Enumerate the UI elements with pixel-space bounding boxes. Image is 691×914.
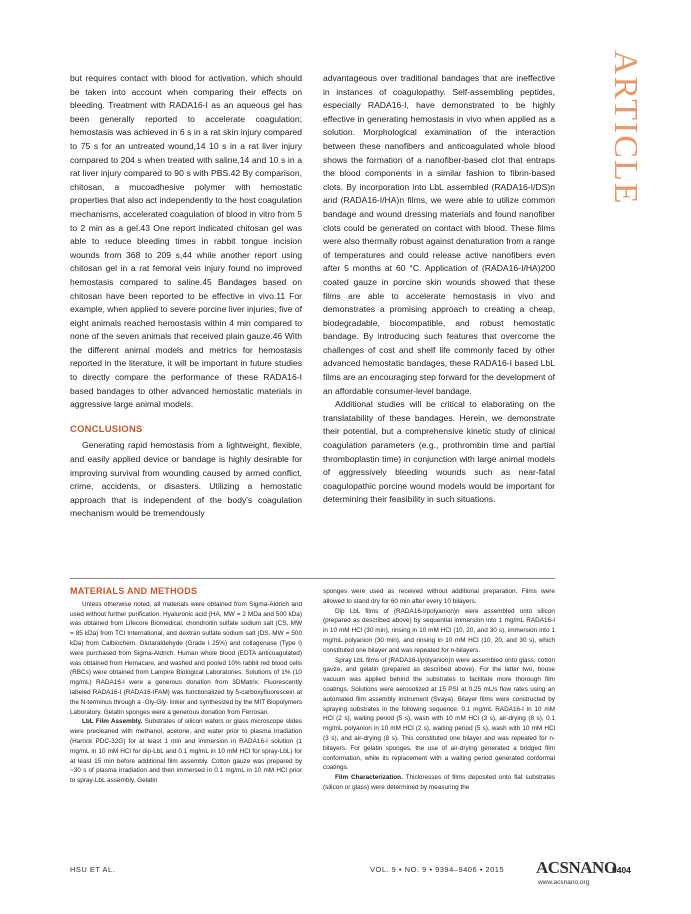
body-column-right: [323, 72, 555, 507]
paragraph: but requires contact with blood for activation, which should be taken into account when comparing their effects on bleeding. Treatment with RADA16-I as an aqueous gel has been generally reported to accelerate coagulation; hemostasis was achieved in 6 s in a rat skin injury compared to 75 s for an untreated wound,14 10 s in a rat liver injury compared to 204 s when treated with saline,14 and 10 s in a rat liver injury compared to 90 s with PBS.42 By comparison, chitosan, a mucoadhesive polymer with hemostatic properties that also act independently to the host coagulation mechanisms, accelerated coagulation of blood in vitro from 5 to 2 min as a gel.43 One report indicated chitosan gel was able to reduce bleeding times in rabbit tongue incision wounds from 368 to 209 s,44 while another report using chitosan gel in a rat femoral vein injury found no improved hemostasis compared to saline.45 Bandages based on chitosan have been reported to be effective in vivo.11 For example, when applied to severe porcine liver injuries, five of eight animals reached hemostasis within 4 min compared to none of the seven animals that received plain gauze.46 With the different animal models and metrics for hemostasis reported in the literature, it will be important in future studies to directly compare the performance of these RADA16-I based bandages to other advanced hemostatic materials in aggressive large animal models.: [70, 73, 302, 410]
article-label-text: ARTICLE: [607, 50, 644, 206]
page-number: 9404: [612, 865, 631, 875]
paragraph: sponges were used as received without additional preparation. Films were allowed to stand dry for 60 min after every 10 bilayers.: [323, 588, 555, 605]
paragraph: Dip LbL films of (RADA16-I/polyanion)n were assembled onto silicon (prepared as described above) by sequential immersion into 1 mg/mL RADA16-I in 10 mM HCl (30 min), rinsing in 10 mM HCl (10, 20, and 30 s), immersion into 1 mg/mL polyanion (30 min), and rinsing in 10 mM HCl (10, 20, and 30 s), which constituted one bilayer and was repeated for n-bilayers.: [323, 607, 555, 654]
paragraph: Additional studies will be critical to elaborating on the translatability of these bandages. Herein, we demonstrate their potential, but a comprehensive kinetic study of clinical coagulation parameters (e.g., prothrombin time and partial thromboplastin time) in conjunction with large animal models of aggressively bleeding wounds such as near-fatal coagulopathic porcine wound models would be important for determining their feasibility in such situations.: [323, 399, 555, 505]
paragraph: Spray LbL films of (RADA16-I/polyanion)n were assembled onto glass, cotton gauze, and gelatin (prepared as described above). For the latter two, house vacuum was applied behind the substrates to facilitate more thorough film coatings. Solutions were aerosolized at 15 PSI at 0.25 mL/s flow rates using an automated film assembly instrument (Svaya). Bilayer films were constructed by spraying substrates in the following sequence: 0.1 mg/mL RADA16-I in 10 mM HCl (2 s), waiting period (5 s), wash with 10 mM HCl (3 s), air-drying (8 s), 0.1 mg/mL polyanion in 10 mM HCl (2 s), waiting period (5 s), wash with 10 mM HCl (3 s), and air-drying (8 s). This constituted one bilayer and was repeated for n-bilayers. For gelatin sponges, the use of air-drying generated a bridged film conformation, while its replacement with a waiting period generated conformal coatings.: [323, 656, 555, 772]
subsection-text: Substrates of silicon wafers or glass microscope slides were precleaned with methanol, acetone, and water prior to plasma irradiation (Harrick PDC-32G) for at least 1 min and immersion in RADA16-I solution (1 mg/mL in 10 mM HCl for dip-LbL and 0.1 mg/mL in 10 mM HCl for spray-LbL) for at least 15 min before additional film assembly. Cotton gauze was prepared by ~30 s of plasma irradiation and then immersed in 0.1 mg/mL in 10 mM HCl prior to spray-LbL assembly. Gelatin: [70, 718, 302, 785]
conclusions-heading: CONCLUSIONS: [70, 422, 143, 434]
journal-website-link[interactable]: www.acsnano.org: [538, 879, 590, 886]
footer-author: HSU ET AL.: [70, 865, 116, 874]
methods-heading: MATERIALS AND METHODS: [70, 586, 198, 596]
body-column-left: [70, 72, 302, 521]
paragraph: Unless otherwise noted, all materials were obtained from Sigma-Aldrich and used without further purification. Hyaluronic acid (HA, MW = 2 MDa and 500 kDa) was obtained from Lifecore Biomedical, chondroitin sulfate sodium salt (CS, MW = 85 kDa) from TCI International, and dextran sulfate sodium salt (DS, MW = 500 kDa) from Calbiochem. Glutaraldehyde (Grade I 25%) and collagenase (Type I) were purchased from Sigma-Aldrich. Human whole blood (EDTA anticoagulated) was obtained from Hemacare, and washed and pooled 10% rabbit red blood cells (RBCs) were obtained from Lampire Biological Laboratories. Solutions of 1% (10 mg/mL) RADA16-I were a generous donation from 3DMatrix. Fluorescently labeled RADA16-I (RADA16-IFAM) was functionalized by 5-carboxyfluorescein at the N-terminus through a -Gly-Gly- linker and synthesized by the MIT Biopolymers Laboratory. Gelatin sponges were a generous donation from Ferrosan.: [70, 600, 302, 716]
article-sidebar-label: [600, 50, 644, 206]
footer-journal-info: VOL. 9 ▪ NO. 9 ▪ 9394–9406 ▪ 2015: [370, 865, 505, 874]
journal-logo: [536, 858, 617, 877]
paragraph: advantageous over traditional bandages that are ineffective in instances of coagulopathy. Self-assembling peptides, especially RADA16-I, have demonstrated to be highly effective in generating hemostasis in vivo when applied as a solution. Morphological examination of the interaction between these nanofibers and anticoagulated whole blood shows the formation of a nanofiber-based clot that entraps the blood components in a similar fashion to fibrin-based clots. By incorporation into LbL assembled (RADA16-I/DS)n and (RADA16-I/HA)n films, we were able to utilize common bandage and wound dressing materials and found nanofiber clots could be generated on contact with blood. These films were also thermally robust against denaturation from a range of temperatures and could release active nanofibers even after 5 months at 60 °C. Application of (RADA16-I/HA)200 coated gauze in porcine skin wounds showed that these films are able to accelerate hemostasis in vivo and demonstrates a promising approach to creating a cheap, biodegradable, biocompatible, and robust hemostatic bandage. By introducing such features that overcome the challenges of cost and shelf life commonly faced by other advanced hemostatic bandages, these RADA16-I based LbL films are an encouraging step forward for the development of an affordable consumer-level bandage.: [323, 73, 555, 396]
paragraph: [70, 717, 302, 786]
methods-column-right: [323, 587, 555, 793]
paragraph: Generating rapid hemostasis from a lightweight, flexible, and easily applied device or bandage is highly desirable for improving survival from wounding caused by armed conflict, crime, accidents, or disasters. Utilizing a hemostatic approach that is independent of the body's coagulation mechanism would be tremendously: [70, 440, 302, 519]
subsection-text: Thicknesses of films deposited onto flat substrates (silicon or glass) were determined by measuring the: [323, 774, 555, 791]
methods-column-left: [70, 587, 302, 786]
subsection-label: Film Characterization.: [335, 774, 403, 782]
section-divider: [70, 578, 555, 579]
paragraph: [323, 773, 555, 793]
logo-text: ACSNANO: [536, 858, 617, 877]
subsection-label: LbL Film Assembly.: [82, 718, 143, 726]
